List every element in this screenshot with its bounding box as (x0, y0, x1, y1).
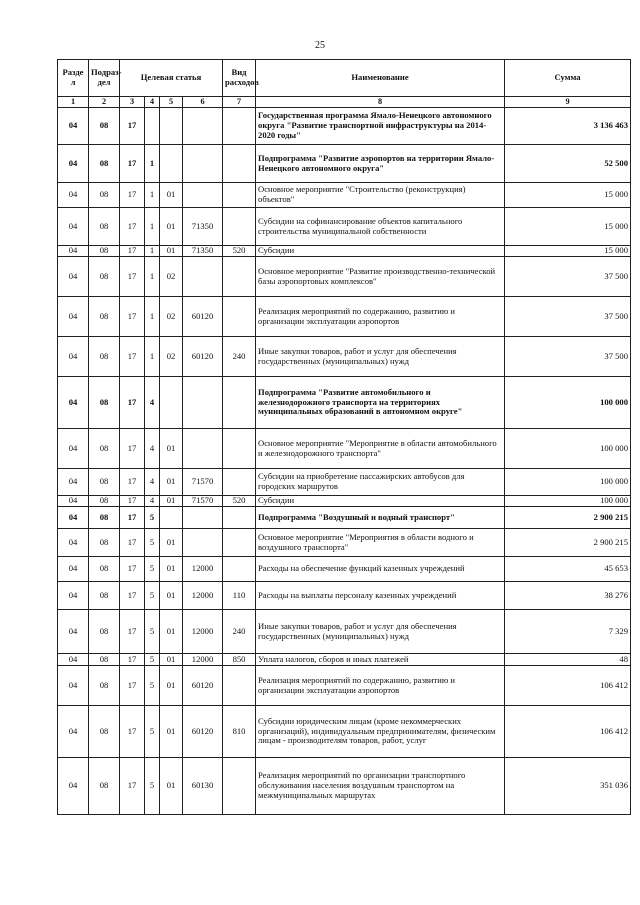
cell-direction (183, 429, 223, 469)
cell-subprogram: 1 (145, 183, 160, 208)
cell-razdel: 04 (58, 257, 89, 297)
cell-vid-raskhodov (223, 183, 256, 208)
cell-event: 01 (160, 469, 183, 496)
table-row (58, 582, 631, 610)
cell-direction: 71350 (183, 246, 223, 257)
cell-summa: 37 500 (505, 257, 631, 297)
table-row (58, 183, 631, 208)
cell-summa: 100 000 (505, 377, 631, 429)
table-row (58, 108, 631, 145)
cell-podrazdel: 08 (89, 145, 120, 183)
cell-podrazdel: 08 (89, 496, 120, 507)
column-index: 1 (58, 97, 89, 108)
budget-table (57, 59, 631, 815)
cell-podrazdel: 08 (89, 507, 120, 529)
cell-event (160, 108, 183, 145)
cell-subprogram: 4 (145, 377, 160, 429)
cell-program: 17 (120, 557, 145, 582)
cell-summa: 106 412 (505, 706, 631, 758)
cell-subprogram: 5 (145, 758, 160, 815)
cell-event (160, 377, 183, 429)
cell-direction: 60120 (183, 337, 223, 377)
header-summa: Сумма (505, 60, 631, 97)
column-index: 9 (505, 97, 631, 108)
table-row (58, 257, 631, 297)
cell-direction (183, 108, 223, 145)
cell-podrazdel: 08 (89, 469, 120, 496)
cell-razdel: 04 (58, 208, 89, 246)
cell-razdel: 04 (58, 758, 89, 815)
cell-vid-raskhodov (223, 758, 256, 815)
header-razdel: Разде л (58, 60, 89, 97)
cell-program: 17 (120, 654, 145, 666)
cell-podrazdel: 08 (89, 557, 120, 582)
cell-summa: 351 036 (505, 758, 631, 815)
cell-naimenovanie: Субсидии юридическим лицам (кроме некоммерческих организаций), индивидуальным предпринимателям, физическим лицам - производителям товаров, работ, услуг (256, 706, 505, 758)
cell-naimenovanie: Субсидии (256, 496, 505, 507)
cell-summa: 37 500 (505, 297, 631, 337)
column-index: 8 (256, 97, 505, 108)
cell-subprogram: 5 (145, 557, 160, 582)
cell-direction (183, 145, 223, 183)
cell-program: 17 (120, 183, 145, 208)
cell-summa: 15 000 (505, 246, 631, 257)
cell-naimenovanie: Подпрограмма "Развитие аэропортов на территории Ямало-Ненецкого автономного округа" (256, 145, 505, 183)
cell-vid-raskhodov (223, 108, 256, 145)
cell-subprogram: 5 (145, 529, 160, 557)
cell-vid-raskhodov: 240 (223, 337, 256, 377)
cell-naimenovanie: Подпрограмма "Развитие автомобильного и железнодорожного транспорта на территориях муниципальных образований в автономном округе" (256, 377, 505, 429)
cell-direction: 12000 (183, 610, 223, 654)
cell-summa: 106 412 (505, 666, 631, 706)
cell-event: 01 (160, 610, 183, 654)
cell-event: 01 (160, 208, 183, 246)
cell-naimenovanie: Иные закупки товаров, работ и услуг для обеспечения государственных (муниципальных) нужд (256, 610, 505, 654)
cell-subprogram: 1 (145, 145, 160, 183)
table-row (58, 666, 631, 706)
cell-podrazdel: 08 (89, 429, 120, 469)
cell-razdel: 04 (58, 246, 89, 257)
cell-program: 17 (120, 758, 145, 815)
cell-podrazdel: 08 (89, 246, 120, 257)
cell-razdel: 04 (58, 337, 89, 377)
cell-naimenovanie: Основное мероприятие "Мероприятия в области водного и воздушного транспорта" (256, 529, 505, 557)
cell-program: 17 (120, 507, 145, 529)
cell-vid-raskhodov (223, 529, 256, 557)
cell-vid-raskhodov: 240 (223, 610, 256, 654)
cell-podrazdel: 08 (89, 666, 120, 706)
cell-podrazdel: 08 (89, 610, 120, 654)
cell-razdel: 04 (58, 145, 89, 183)
cell-program: 17 (120, 706, 145, 758)
column-index: 7 (223, 97, 256, 108)
header-vid-raskhodov: Вид расходов (223, 60, 256, 97)
cell-direction (183, 377, 223, 429)
cell-podrazdel: 08 (89, 758, 120, 815)
cell-program: 17 (120, 582, 145, 610)
cell-event: 01 (160, 183, 183, 208)
cell-event: 01 (160, 429, 183, 469)
cell-summa: 52 500 (505, 145, 631, 183)
cell-program: 17 (120, 666, 145, 706)
cell-razdel: 04 (58, 654, 89, 666)
cell-program: 17 (120, 145, 145, 183)
cell-subprogram: 1 (145, 337, 160, 377)
cell-direction: 60120 (183, 297, 223, 337)
cell-subprogram: 4 (145, 429, 160, 469)
cell-razdel: 04 (58, 706, 89, 758)
cell-program: 17 (120, 297, 145, 337)
table-row (58, 496, 631, 507)
cell-direction: 71350 (183, 208, 223, 246)
cell-razdel: 04 (58, 557, 89, 582)
cell-podrazdel: 08 (89, 654, 120, 666)
table-header-row (58, 60, 631, 97)
cell-podrazdel: 08 (89, 183, 120, 208)
cell-program: 17 (120, 496, 145, 507)
header-celevaya-statya: Целевая статья (120, 60, 223, 97)
cell-naimenovanie: Реализация мероприятий по организации транспортного обслуживания населения воздушным транспортом на межмуниципальных маршрутах (256, 758, 505, 815)
cell-naimenovanie: Уплата налогов, сборов и иных платежей (256, 654, 505, 666)
cell-program: 17 (120, 257, 145, 297)
cell-summa: 15 000 (505, 208, 631, 246)
cell-razdel: 04 (58, 529, 89, 557)
cell-program: 17 (120, 246, 145, 257)
cell-event: 01 (160, 758, 183, 815)
cell-razdel: 04 (58, 377, 89, 429)
cell-event: 01 (160, 496, 183, 507)
cell-subprogram (145, 108, 160, 145)
header-podrazdel: Подраз- дел (89, 60, 120, 97)
cell-naimenovanie: Расходы на обеспечение функций казенных учреждений (256, 557, 505, 582)
cell-razdel: 04 (58, 297, 89, 337)
cell-razdel: 04 (58, 507, 89, 529)
cell-program: 17 (120, 610, 145, 654)
cell-naimenovanie: Расходы на выплаты персоналу казенных учреждений (256, 582, 505, 610)
cell-naimenovanie: Реализация мероприятий по содержанию, развитию и организации эксплуатации аэропортов (256, 297, 505, 337)
cell-podrazdel: 08 (89, 257, 120, 297)
cell-razdel: 04 (58, 108, 89, 145)
cell-program: 17 (120, 469, 145, 496)
column-index: 4 (145, 97, 160, 108)
cell-subprogram: 1 (145, 297, 160, 337)
cell-vid-raskhodov (223, 469, 256, 496)
cell-program: 17 (120, 529, 145, 557)
cell-event: 02 (160, 257, 183, 297)
page-number: 25 (315, 40, 325, 51)
cell-naimenovanie: Реализация мероприятий по содержанию, развитию и организации эксплуатации аэропортов (256, 666, 505, 706)
cell-event: 01 (160, 666, 183, 706)
cell-subprogram: 5 (145, 706, 160, 758)
cell-direction: 12000 (183, 582, 223, 610)
cell-podrazdel: 08 (89, 108, 120, 145)
cell-podrazdel: 08 (89, 208, 120, 246)
cell-vid-raskhodov (223, 257, 256, 297)
cell-summa: 100 000 (505, 496, 631, 507)
cell-podrazdel: 08 (89, 582, 120, 610)
cell-direction (183, 183, 223, 208)
column-index-row (58, 97, 631, 108)
cell-subprogram: 5 (145, 582, 160, 610)
table-row (58, 507, 631, 529)
table-row (58, 529, 631, 557)
cell-event (160, 145, 183, 183)
cell-podrazdel: 08 (89, 377, 120, 429)
cell-vid-raskhodov (223, 666, 256, 706)
cell-subprogram: 1 (145, 246, 160, 257)
cell-event: 02 (160, 337, 183, 377)
cell-podrazdel: 08 (89, 337, 120, 377)
cell-direction: 12000 (183, 557, 223, 582)
cell-vid-raskhodov (223, 507, 256, 529)
table-row (58, 706, 631, 758)
cell-podrazdel: 08 (89, 297, 120, 337)
cell-summa: 45 653 (505, 557, 631, 582)
cell-subprogram: 5 (145, 666, 160, 706)
column-index: 5 (160, 97, 183, 108)
cell-razdel: 04 (58, 610, 89, 654)
table-row (58, 469, 631, 496)
cell-naimenovanie: Иные закупки товаров, работ и услуг для обеспечения государственных (муниципальных) нужд (256, 337, 505, 377)
cell-naimenovanie: Субсидии на софинансирование объектов капитального строительства муниципальной собственности (256, 208, 505, 246)
cell-summa: 48 (505, 654, 631, 666)
column-index: 3 (120, 97, 145, 108)
cell-summa: 2 900 215 (505, 529, 631, 557)
cell-podrazdel: 08 (89, 529, 120, 557)
cell-subprogram: 5 (145, 507, 160, 529)
cell-event: 01 (160, 582, 183, 610)
cell-naimenovanie: Государственная программа Ямало-Ненецкого автономного округа "Развитие транспортной инфраструктуры на 2014-2020 годы" (256, 108, 505, 145)
cell-summa: 15 000 (505, 183, 631, 208)
cell-summa: 38 276 (505, 582, 631, 610)
cell-summa: 7 329 (505, 610, 631, 654)
cell-podrazdel: 08 (89, 706, 120, 758)
cell-vid-raskhodov: 110 (223, 582, 256, 610)
header-naimenovanie: Наименование (256, 60, 505, 97)
cell-vid-raskhodov (223, 297, 256, 337)
cell-vid-raskhodov: 520 (223, 246, 256, 257)
cell-vid-raskhodov (223, 208, 256, 246)
table-row (58, 758, 631, 815)
cell-program: 17 (120, 108, 145, 145)
cell-naimenovanie: Основное мероприятие "Развитие производственно-технической базы аэропортовых комплексов" (256, 257, 505, 297)
cell-naimenovanie: Субсидии на приобретение пассажирских автобусов для городских маршрутов (256, 469, 505, 496)
table-row (58, 208, 631, 246)
cell-summa: 100 000 (505, 429, 631, 469)
cell-summa: 2 900 215 (505, 507, 631, 529)
cell-razdel: 04 (58, 666, 89, 706)
cell-razdel: 04 (58, 582, 89, 610)
cell-event: 01 (160, 529, 183, 557)
table-row (58, 297, 631, 337)
cell-subprogram: 1 (145, 257, 160, 297)
cell-direction: 60120 (183, 706, 223, 758)
cell-event: 01 (160, 246, 183, 257)
cell-subprogram: 5 (145, 654, 160, 666)
cell-direction: 60130 (183, 758, 223, 815)
cell-direction (183, 507, 223, 529)
cell-subprogram: 4 (145, 496, 160, 507)
cell-event (160, 507, 183, 529)
table-row (58, 145, 631, 183)
cell-vid-raskhodov (223, 145, 256, 183)
table-row (58, 429, 631, 469)
column-index: 2 (89, 97, 120, 108)
cell-razdel: 04 (58, 496, 89, 507)
cell-direction (183, 257, 223, 297)
cell-program: 17 (120, 208, 145, 246)
cell-direction: 60120 (183, 666, 223, 706)
table-row (58, 557, 631, 582)
cell-program: 17 (120, 337, 145, 377)
table-row (58, 337, 631, 377)
cell-summa: 3 136 463 (505, 108, 631, 145)
cell-vid-raskhodov (223, 377, 256, 429)
cell-summa: 37 500 (505, 337, 631, 377)
cell-direction: 71570 (183, 469, 223, 496)
table-row (58, 654, 631, 666)
cell-razdel: 04 (58, 469, 89, 496)
cell-subprogram: 1 (145, 208, 160, 246)
table-body (58, 108, 631, 815)
cell-program: 17 (120, 429, 145, 469)
cell-direction (183, 529, 223, 557)
cell-direction: 71570 (183, 496, 223, 507)
cell-vid-raskhodov: 850 (223, 654, 256, 666)
cell-razdel: 04 (58, 429, 89, 469)
table-row (58, 377, 631, 429)
cell-subprogram: 5 (145, 610, 160, 654)
cell-direction: 12000 (183, 654, 223, 666)
cell-subprogram: 4 (145, 469, 160, 496)
cell-razdel: 04 (58, 183, 89, 208)
cell-event: 01 (160, 706, 183, 758)
cell-naimenovanie: Субсидии (256, 246, 505, 257)
cell-event: 01 (160, 557, 183, 582)
column-index: 6 (183, 97, 223, 108)
cell-vid-raskhodov: 520 (223, 496, 256, 507)
table-row (58, 246, 631, 257)
cell-event: 02 (160, 297, 183, 337)
cell-naimenovanie: Основное мероприятие "Строительство (реконструкция) объектов" (256, 183, 505, 208)
cell-naimenovanie: Основное мероприятие "Мероприятие в области автомобильного и железнодорожного транспорта" (256, 429, 505, 469)
cell-vid-raskhodov (223, 557, 256, 582)
cell-program: 17 (120, 377, 145, 429)
cell-vid-raskhodov: 810 (223, 706, 256, 758)
cell-event: 01 (160, 654, 183, 666)
table-row (58, 610, 631, 654)
cell-summa: 100 000 (505, 469, 631, 496)
cell-naimenovanie: Подпрограмма "Воздушный и водный транспорт" (256, 507, 505, 529)
cell-vid-raskhodov (223, 429, 256, 469)
